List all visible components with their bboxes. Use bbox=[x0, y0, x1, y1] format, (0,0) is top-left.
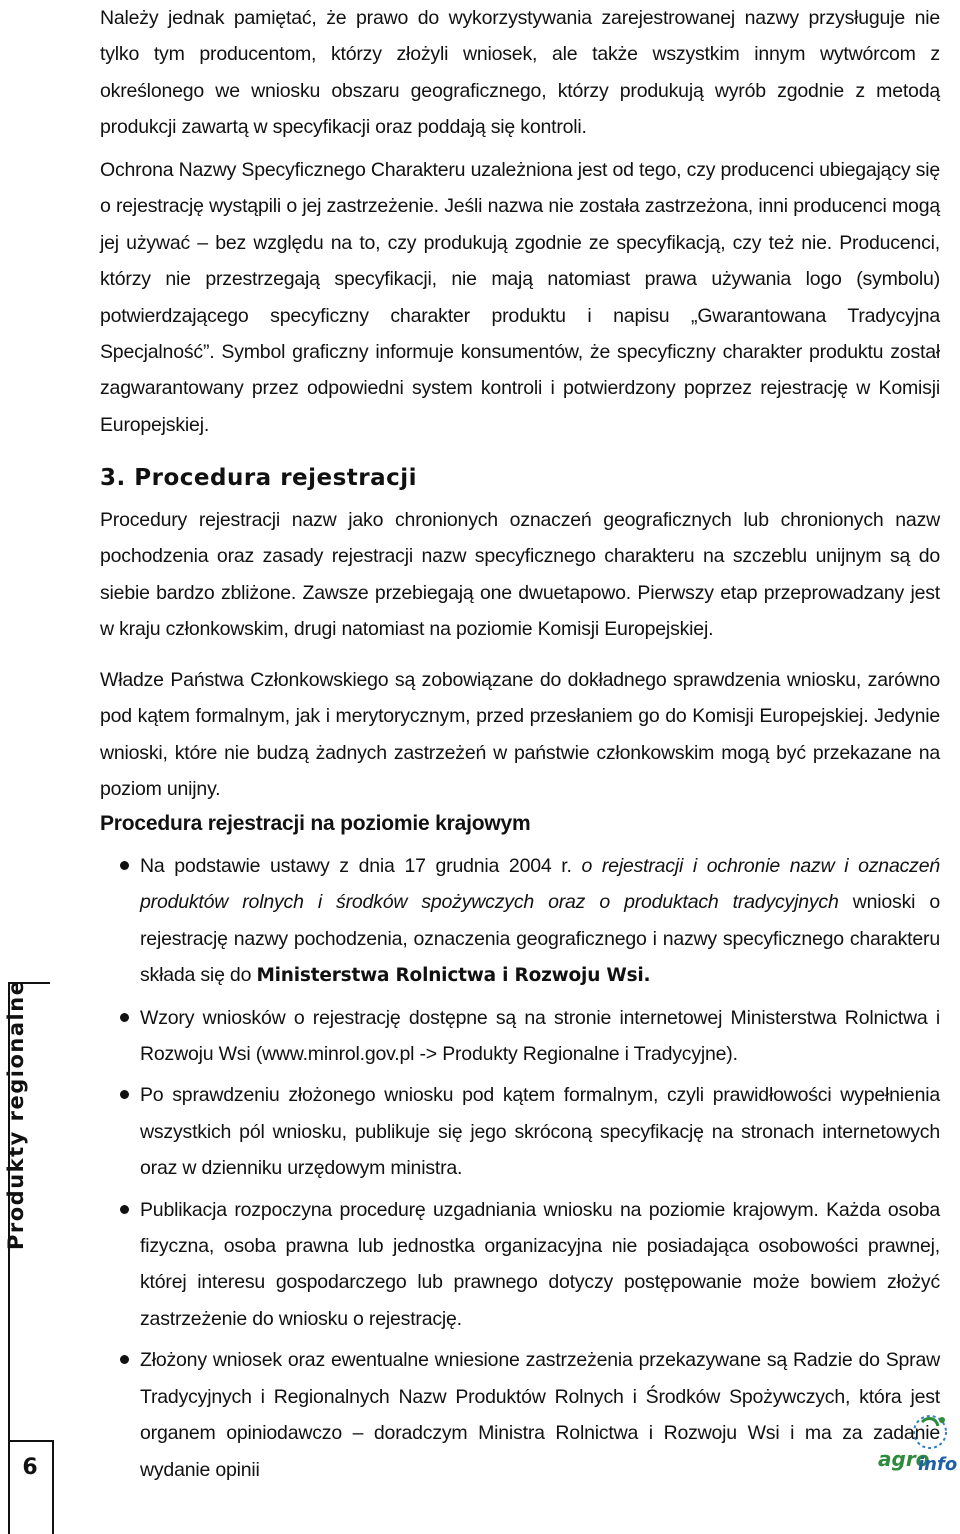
bullet-icon bbox=[120, 861, 129, 870]
bullet-icon bbox=[120, 1355, 129, 1364]
bullet-5-text: Złożony wniosek oraz ewentualne wniesione zastrzeżenia przekazywane są Radzie do Spraw Tradycyjnych i Regionalnych Nazw Produktów Rolnych i Środków Spożywczych, która jest organem opiniodawczo – doradczym Ministra Rolnictwa i Rozwoju Wsi i ma za zadanie wydanie opinii bbox=[140, 1349, 940, 1481]
bullet-icon bbox=[120, 1205, 129, 1214]
list-item bbox=[120, 1342, 940, 1488]
logo-leaf-icon bbox=[922, 1419, 938, 1426]
agroinfo-logo bbox=[872, 1408, 958, 1478]
intro-paragraph-2: Ochrona Nazwy Specyficznego Charakteru uzależniona jest od tego, czy producenci ubiegający się o rejestrację wystąpili o jej zastrzeżenie. Jeśli nazwa nie została zastrzeżona, inni producenci mogą jej używać – bez względu na to, czy produkują zgodnie ze specyfikacją, czy też nie. Producenci, którzy nie przestrzegają specyfikacji, nie mają natomiast prawa używania logo (symbolu) potwierdzającego specyficzny charakter produktu i napisu „Gwarantowana Tradycyjna Specjalność”. Symbol graficzny informuje konsumentów, że specyficzny charakter produktu został zagwarantowany przez odpowiedni system kontroli i potwierdzony poprzez rejestrację w Komisji Europejskiej. bbox=[100, 159, 940, 436]
list-item bbox=[120, 1077, 940, 1186]
bullet-3-text: Po sprawdzeniu złożonego wniosku pod kątem formalnym, czyli prawidłowości wypełnienia wszystkich pól wniosku, publikuje się jego skróconą specyfikację na stronach internetowych oraz w dzienniku urzędowym ministra. bbox=[140, 1084, 940, 1180]
list-item bbox=[120, 848, 940, 995]
intro-paragraph-1: Należy jednak pamiętać, że prawo do wykorzystywania zarejestrowanej nazwy przysługuje nie tylko tym producentom, którzy złożyli wniosek, ale także wszystkim innym wytwórcom z określonego we wniosku obszaru geograficznego, którzy produkują wyrób zgodnie z metodą produkcji zawartą w specyfikacji oraz poddają się kontroli. bbox=[100, 7, 940, 139]
list-item bbox=[120, 1000, 940, 1073]
bullet-2-text: Wzory wniosków o rejestrację dostępne są na stronie internetowej Ministerstwa Rolnictwa i Rozwoju Wsi (www.minrol.gov.pl -> Produkty Regionalne i Tradycyjne). bbox=[140, 1006, 940, 1066]
bullet-4-text: Publikacja rozpoczyna procedurę uzgadniania wniosku na poziomie krajowym. Każda osoba fizyczna, osoba prawna lub jednostka organizacyjna nie posiadająca osobowości prawnej, której interesu gospodarczego lub prawnego dotyczy postępowanie może bowiem złożyć zastrzeżenie do wniosku o rejestrację. bbox=[140, 1198, 940, 1330]
bullet-list bbox=[120, 848, 940, 1493]
section-paragraph-1: Procedury rejestracji nazw jako chronionych oznaczeń geograficznych lub chronionych nazw pochodzenia oraz zasady rejestracji nazw specyficznego charakteru na szczeblu unijnym są do siebie bardzo zbliżone. Zawsze przebiegają one dwuetapowo. Pierwszy etap przeprowadzany jest w kraju członkowskim, drugi natomiast na poziomie Komisji Europejskiej. bbox=[100, 509, 940, 641]
bullet-1-ministry: Ministerstwa Rolnictwa i Rozwoju Wsi. bbox=[256, 965, 651, 987]
section-heading: 3. Procedura rejestracji bbox=[100, 465, 418, 491]
bullet-1-text-mid: wnioski o rejestrację nazwy pochodzenia, oznaczenia geograficznego i nazwy specyficznego charakteru składa się do bbox=[140, 891, 940, 987]
page-number: 6 bbox=[22, 1455, 38, 1480]
subsection-heading: Procedura rejestracji na poziomie krajowym bbox=[100, 812, 531, 835]
bullet-icon bbox=[120, 1013, 129, 1022]
bullet-1-act-title: o rejestracji i ochronie nazw i oznaczeń produktów rolnych i środków spożywczych oraz o produktach tradycyjnych bbox=[140, 855, 940, 914]
bullet-icon bbox=[120, 1090, 129, 1099]
logo-agro-text: agro bbox=[878, 1447, 930, 1471]
list-item bbox=[120, 1192, 940, 1338]
side-section-label: Produkty regionalne bbox=[4, 979, 28, 1250]
section-paragraph-2: Władze Państwa Członkowskiego są zobowiązane do dokładnego sprawdzenia wniosku, zarówno pod kątem formalnym, jak i merytorycznym, przed przesłaniem go do Komisji Europejskiej. Jedynie wnioski, które nie budzą żadnych zastrzeżeń w państwie członkowskim mogą być przekazane na poziom unijny. bbox=[100, 669, 940, 801]
logo-info-text: info bbox=[918, 1454, 958, 1475]
logo-dot-icon bbox=[939, 1417, 945, 1423]
bullet-1-text-pre: Na podstawie ustawy z dnia 17 grudnia 2004 r. bbox=[140, 855, 582, 877]
